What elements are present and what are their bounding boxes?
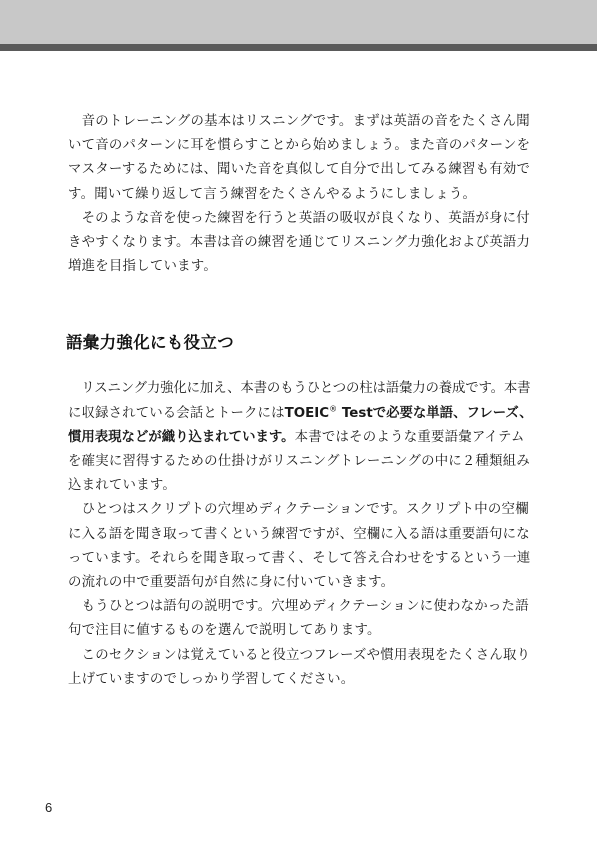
registered-mark: ® [329, 404, 338, 414]
text-line: 込まれています。 [68, 478, 177, 494]
page-content [66, 110, 533, 692]
text-line: いて音のパターンに耳を慣らすことから始めましょう。また音のパターンを [68, 138, 531, 154]
header-band [0, 0, 597, 44]
intro-paragraph-2 [68, 207, 530, 280]
text-line: 増進を目指しています。 [68, 259, 217, 275]
text-line: そのような音を使った練習を行うと英語の吸収が良くなり、英語が身に付 [68, 210, 530, 226]
bold-text-segment: Testで必要な単語、フレーズ、 [337, 405, 533, 421]
text-line: 句で注目に値するものを選んで説明してあります。 [68, 623, 381, 639]
text-line: マスターするためには、聞いた音を真似して自分で出してみる練習も有効で [68, 162, 531, 178]
text-line: ひとつはスクリプトの穴埋めディクテーションです。スクリプト中の空欄 [68, 502, 529, 518]
intro-paragraph-1 [68, 110, 530, 207]
vocab-paragraph-3 [68, 595, 530, 643]
text-line: もうひとつは語句の説明です。穴埋めディクテーションに使わなかった語 [68, 599, 529, 615]
text-segment: に収録されている会話とトークには [68, 405, 285, 421]
bold-text-segment: TOEIC [284, 405, 330, 421]
text-line: っています。それらを聞き取って書く、そして答え合わせをするという一連 [68, 550, 531, 566]
text-line [68, 402, 533, 426]
section-spacer [68, 279, 530, 331]
text-line [68, 426, 530, 450]
text-line: す。聞いて繰り返して言う練習をたくさんやるようにしましょう。 [68, 186, 477, 202]
page-number: 6 [45, 800, 53, 815]
text-line: に入る語を聞き取って書くという練習ですが、空欄に入る語は重要語句にな [68, 526, 530, 542]
text-line: きやすくなります。本書は音の練習を通じてリスニング力強化および英語力 [68, 235, 531, 251]
section-heading: 語彙力強化にも役立つ [66, 333, 234, 353]
header-rule [0, 44, 597, 51]
vocab-paragraph-1 [68, 377, 533, 498]
text-line: リスニング力強化に加え、本書のもうひとつの柱は語彙力の養成です。本書 [68, 381, 531, 397]
text-line: 上げていますのでしっかり学習してください。 [68, 671, 355, 687]
text-line: の流れの中で重要語句が自然に身に付いていきます。 [68, 575, 395, 591]
vocab-paragraph-4 [68, 644, 530, 692]
heading-spacer [68, 355, 530, 377]
text-line: このセクションは覚えていると役立つフレーズや慣用表現をたくさん取り [68, 647, 531, 663]
text-line: を確実に習得するための仕掛けがリスニングトレーニングの中に２種類組み [68, 454, 530, 470]
vocab-paragraph-2 [68, 498, 530, 595]
text-segment: 本書ではそのような重要語彙アイテム [294, 429, 525, 445]
bold-text-segment: 慣用表現などが織り込まれています。 [68, 429, 295, 445]
text-line: 音のトレーニングの基本はリスニングです。まずは英語の音をたくさん聞 [68, 114, 530, 129]
